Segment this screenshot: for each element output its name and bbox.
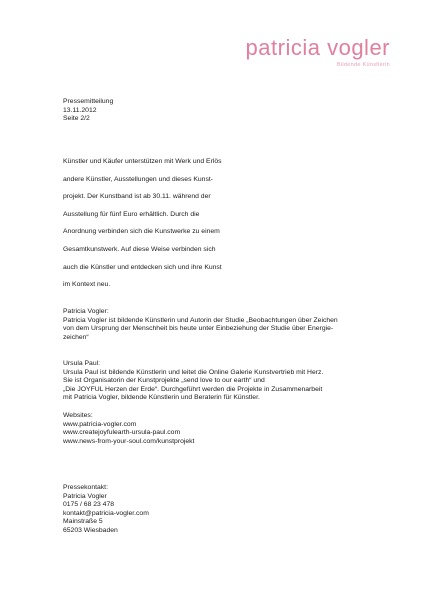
document-date: 13.11.2012 bbox=[63, 106, 97, 114]
patricia-line: zeichen“ bbox=[63, 333, 89, 341]
ursula-line: mit Patricia Vogler, bildende Künstlerin und Beraterin für Künstler. bbox=[63, 394, 260, 402]
page-number: Seite 2/2 bbox=[63, 115, 90, 123]
intro-line: Anordnung verbinden sich die Kunstwerke zu einem bbox=[63, 228, 220, 236]
websites-heading: Websites: bbox=[63, 412, 93, 419]
ursula-line: „Die JOYFUL Herzen der Erde“. Durchgeführt werden die Projekte in Zusammenarbeit bbox=[63, 385, 323, 393]
patricia-line: Patricia Vogler ist bildende Künstlerin und Autorin der Studie „Beobachtungen über Zeichen bbox=[63, 316, 338, 324]
website-link[interactable]: www.patricia-vogler.com bbox=[63, 420, 137, 428]
patricia-heading: Patricia Vogler: bbox=[63, 308, 109, 315]
document-header bbox=[63, 98, 113, 124]
logo-tagline: Bildende Künstlerin bbox=[336, 62, 390, 68]
intro-paragraph bbox=[63, 153, 263, 294]
ursula-line: Ursula Paul ist bildende Künstlerin und leitet die Online Galerie Kunstvertrieb mit Herz. bbox=[63, 368, 324, 376]
contact-email[interactable]: kontakt@patricia-vogler.com bbox=[63, 509, 149, 517]
contact-city: 65203 Wiesbaden bbox=[63, 526, 118, 534]
contact-heading: Pressekontakt: bbox=[63, 484, 108, 491]
document-type: Pressemitteilung bbox=[63, 98, 114, 105]
ursula-section bbox=[63, 360, 363, 403]
website-link[interactable]: www.createjoyfulearth-ursula-paul.com bbox=[63, 429, 181, 437]
contact-phone: 0175 / 68 23 478 bbox=[63, 501, 115, 509]
patricia-section bbox=[63, 308, 363, 342]
press-contact-section bbox=[63, 484, 363, 536]
logo-brand: patricia vogler bbox=[245, 35, 390, 60]
ursula-heading: Ursula Paul: bbox=[63, 360, 101, 367]
intro-line: Gesamtkunstwerk. Auf diese Weise verbinden sich bbox=[63, 245, 216, 253]
intro-line: projekt. Der Kunstband ist ab 30.11. während der bbox=[63, 193, 211, 201]
logo bbox=[246, 36, 390, 68]
intro-line: Ausstellung für fünf Euro erhältlich. Durch die bbox=[63, 210, 200, 218]
intro-line: andere Künstler, Ausstellungen und dieses Kunst- bbox=[63, 175, 214, 183]
intro-line: Künstler und Käufer unterstützen mit Werk und Erlös bbox=[63, 158, 222, 165]
contact-name: Patricia Vogler bbox=[63, 492, 107, 500]
website-link[interactable]: www.news-from-your-soul.com/kunstprojekt bbox=[63, 437, 195, 445]
contact-street: Mainstraße 5 bbox=[63, 518, 103, 526]
patricia-line: von dem Ursprung der Menschheit bis heute unter Einbeziehung der Studie über Energie- bbox=[63, 325, 334, 333]
ursula-line: Sie ist Organisatorin der Kunstprojekte „send love to our earth“ und bbox=[63, 377, 265, 385]
intro-line: auch die Künstler und entdecken sich und ihre Kunst bbox=[63, 263, 222, 271]
intro-line: im Kontext neu. bbox=[63, 281, 111, 289]
websites-section bbox=[63, 412, 363, 446]
